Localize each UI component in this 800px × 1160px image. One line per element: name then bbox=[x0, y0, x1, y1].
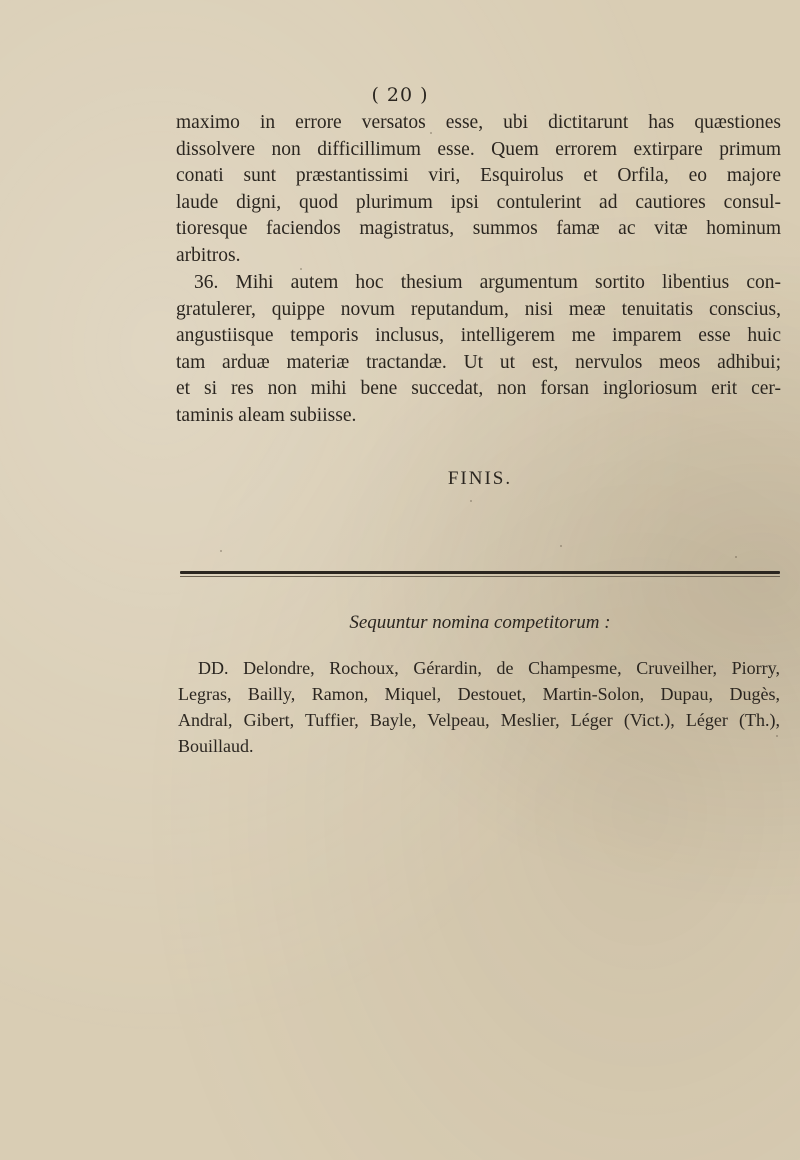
text-line: taminis aleam subiisse. bbox=[176, 404, 357, 426]
text-line: tioresque faciendos magistratus, summos famæ ac vitæ hominum bbox=[176, 218, 781, 239]
text-line: conati sunt præstantissimi viri, Esquirolus et Orfila, eo majore bbox=[176, 165, 781, 186]
text-line: maximo in errore versatos esse, ubi dictitarunt has quæstiones bbox=[176, 112, 781, 133]
text-line: dissolvere non difficillimum esse. Quem errorem extirpare primum bbox=[176, 138, 781, 160]
paragraph-1 bbox=[176, 110, 781, 269]
text-line: angustiisque temporis inclusus, intelligerem me imparem esse huic bbox=[176, 325, 781, 346]
text-line: laude digni, quod plurimum ipsi contulerint ad cautiores consul- bbox=[176, 191, 781, 213]
names-line: Andral, Gibert, Tuffier, Bayle, Velpeau, Meslier, Léger (Vict.), Léger (Th.), bbox=[178, 710, 780, 730]
paper-speck bbox=[470, 500, 472, 502]
page-number: ( 20 ) bbox=[371, 84, 429, 106]
finis-heading: FINIS. bbox=[447, 468, 513, 489]
paper-speck bbox=[776, 735, 778, 737]
names-line: DD. Delondre, Rochoux, Gérardin, de Champesme, Cruveilher, Piorry, bbox=[198, 658, 780, 678]
text-line: 36. Mihi autem hoc thesium argumentum sortito libentius con- bbox=[194, 272, 781, 293]
divider-rule-thin bbox=[180, 576, 780, 577]
text-line: et si res non mihi bene succedat, non forsan ingloriosum erit cer- bbox=[176, 378, 781, 399]
names-line: Bouillaud. bbox=[178, 736, 254, 756]
paper-speck bbox=[560, 545, 562, 547]
names-line: Legras, Bailly, Ramon, Miquel, Destouet, Martin-Solon, Dupau, Dugès, bbox=[178, 684, 780, 704]
paragraph-2 bbox=[176, 270, 781, 429]
paper-speck bbox=[300, 268, 302, 270]
competitors-heading: Sequuntur nomina competitorum : bbox=[349, 612, 611, 633]
text-line: tam arduæ materiæ tractandæ. Ut ut est, nervulos meos adhibui; bbox=[176, 351, 781, 373]
competitors-list bbox=[178, 655, 780, 759]
paper-speck bbox=[735, 556, 737, 558]
divider-rule bbox=[180, 571, 780, 574]
paper-speck bbox=[220, 550, 222, 552]
text-line: gratulerer, quippe novum reputandum, nisi meæ tenuitatis conscius, bbox=[176, 298, 781, 320]
text-line: arbitros. bbox=[176, 244, 241, 266]
paper-speck bbox=[430, 132, 432, 134]
